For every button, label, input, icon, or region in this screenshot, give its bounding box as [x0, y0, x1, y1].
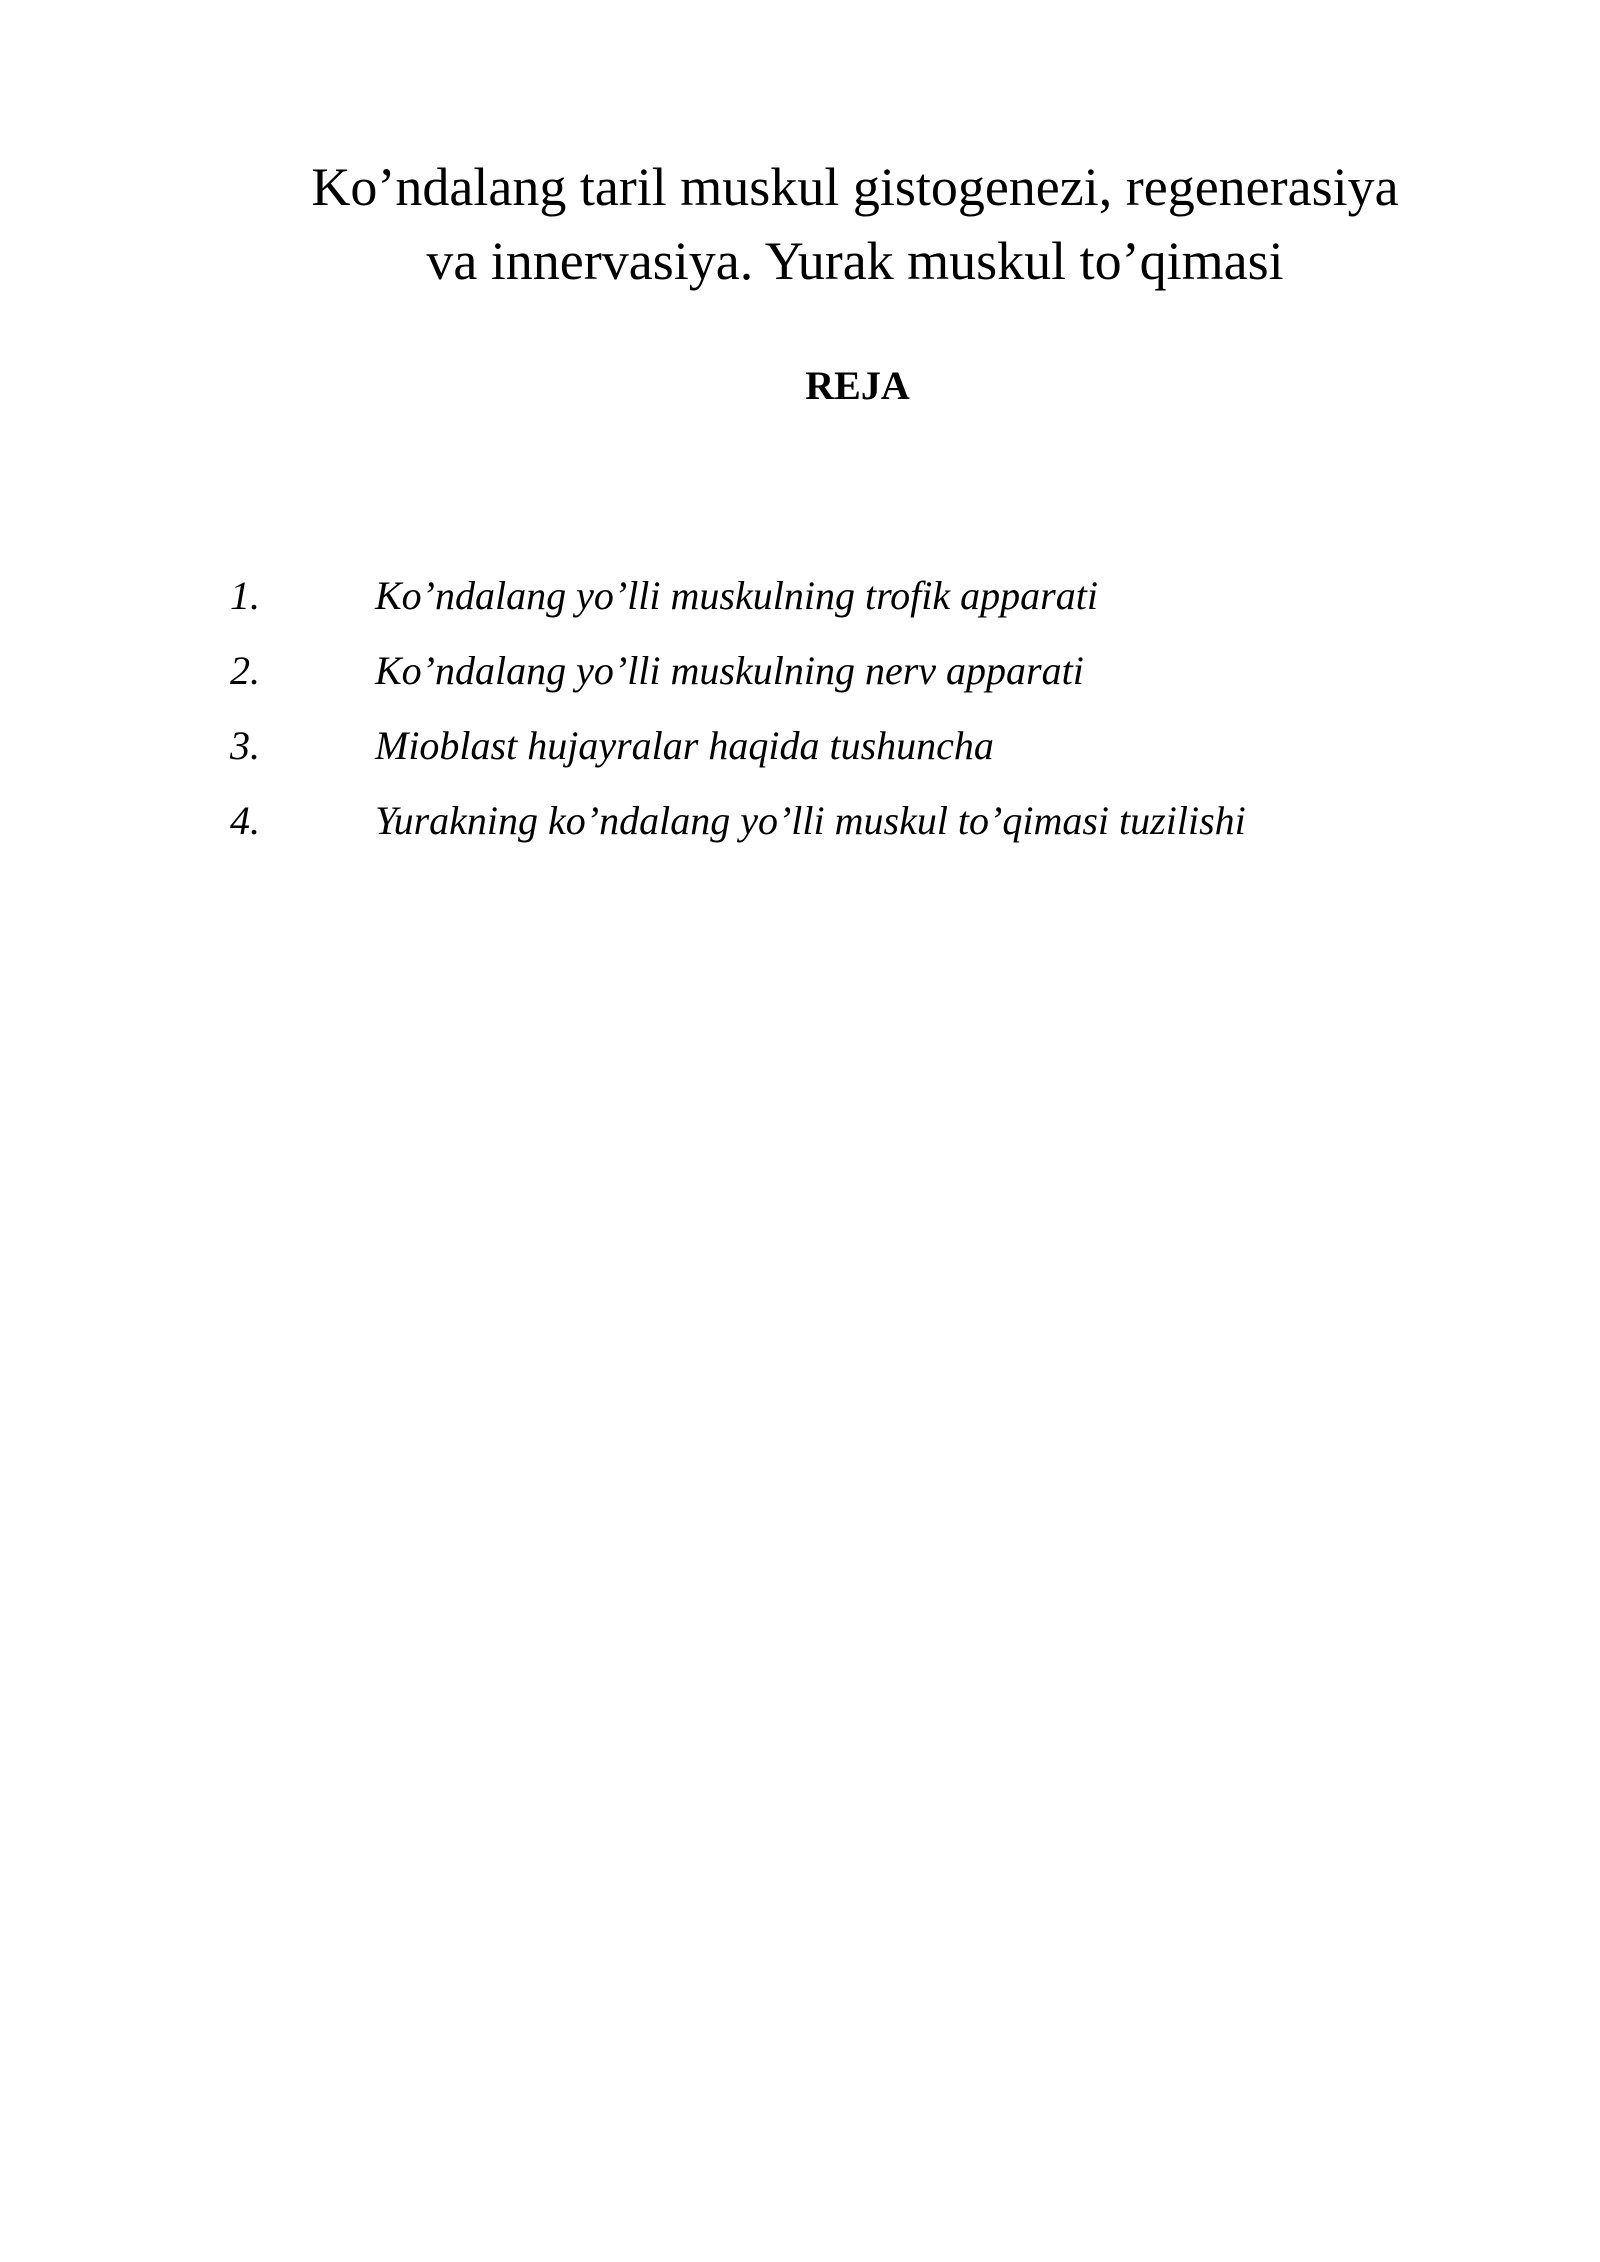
plan-item-text: Ko’ndalang yo’lli muskulning trofik apparati: [375, 573, 1098, 618]
document-title-line-2: va innervasiya. Yurak muskul to’qimasi: [426, 231, 1284, 291]
plan-item-text: Mioblast hujayralar haqida tushuncha: [375, 723, 994, 768]
plan-item-text: Ko’ndalang yo’lli muskulning nerv apparati: [375, 648, 1084, 693]
plan-item-number: 4.: [230, 798, 260, 843]
document-title: [240, 150, 1470, 298]
plan-item-1: [230, 568, 1430, 643]
plan-item-3: [230, 718, 1430, 793]
document-title-line-1: Ko’ndalang taril muskul gistogenezi, regenerasiya: [311, 157, 1399, 217]
plan-item-number: 2.: [230, 648, 260, 693]
plan-list: [230, 568, 1430, 868]
plan-item-text: Yurakning ko’ndalang yo’lli muskul to’qimasi tuzilishi: [375, 798, 1246, 843]
plan-item-2: [230, 643, 1430, 718]
plan-item-4: [230, 793, 1430, 868]
plan-heading: REJA: [805, 363, 910, 408]
plan-item-number: 3.: [230, 723, 260, 768]
plan-item-number: 1.: [230, 573, 260, 618]
